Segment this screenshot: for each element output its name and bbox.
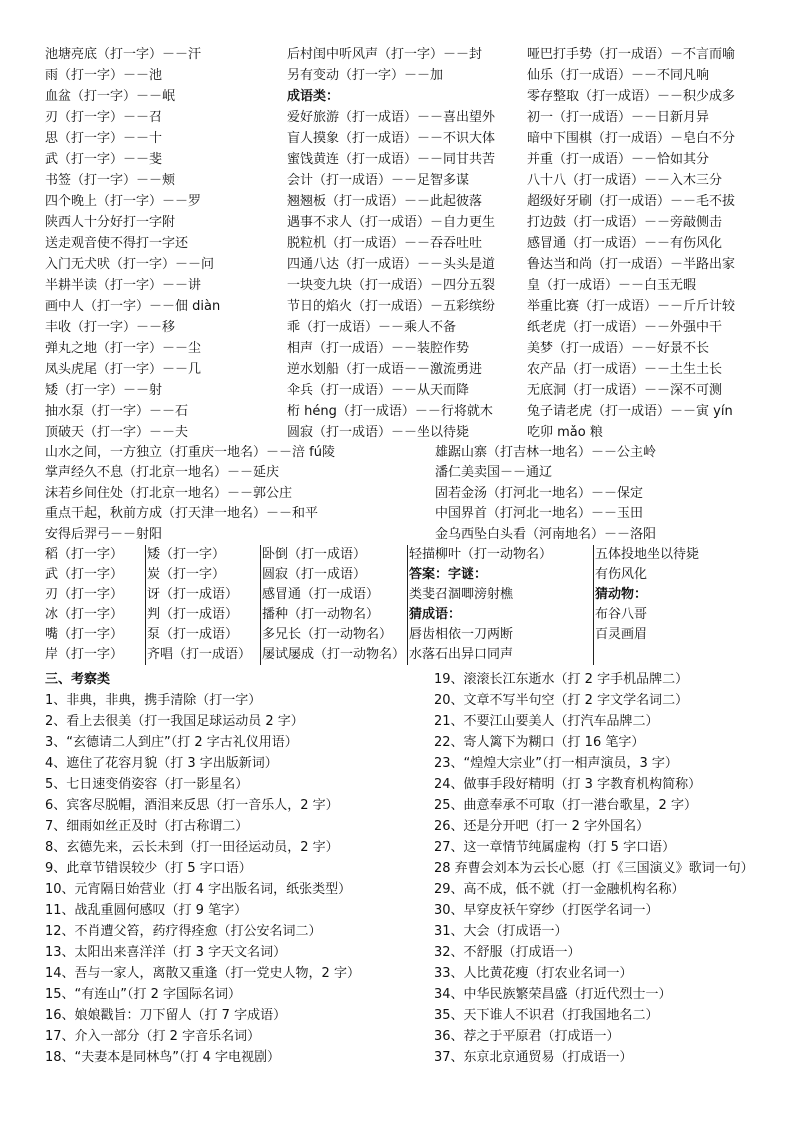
exam-item: 3、“玄德请二人到庄”（打 2 字古礼仪用语） bbox=[45, 735, 298, 750]
guess-idioms-label: 猜成语： bbox=[408, 605, 594, 625]
exam-item: 7、细雨如丝正及时（打古称谓二） bbox=[45, 819, 249, 834]
exam-item: 17、介入一部分（打 2 字音乐名词） bbox=[45, 1029, 261, 1044]
riddle-line: 桁 héng（打一成语）－－行将就木 bbox=[287, 404, 493, 419]
riddle-line: 四通八达（打一成语）－－头头是道 bbox=[287, 257, 496, 272]
riddle-line: 血盆（打一字）－－岷 bbox=[45, 89, 176, 104]
table-cell: 有伤风化 bbox=[594, 565, 716, 585]
table-cell: 百灵画眉 bbox=[594, 625, 716, 645]
place-riddle-line: 金乌西坠白头看（河南地名）－－洛阳 bbox=[435, 527, 657, 542]
exam-item: 30、早穿皮袄午穿纱（打医学名词一） bbox=[434, 903, 659, 918]
table-cell: 武（打一字） bbox=[45, 567, 124, 582]
riddle-line: 遇事不求人（打一成语）－自力更生 bbox=[287, 215, 496, 230]
riddle-line: 半耕半读（打一字）－－讲 bbox=[45, 278, 202, 293]
table-cell bbox=[594, 645, 716, 665]
riddle-line: 乖（打一成语）－－乘人不备 bbox=[287, 320, 457, 335]
exam-item: 1、非典，非典，携手清除（打一字） bbox=[45, 693, 262, 708]
riddle-line: 暗中下围棋（打一成语）－皂白不分 bbox=[527, 131, 736, 146]
exam-item: 9、此章节错误较少（打 5 字口语） bbox=[45, 861, 252, 876]
exam-item: 10、元宵隔日始营业（打 4 字出版名词，纸张类型） bbox=[45, 882, 352, 897]
riddle-line: 超级好牙刷（打一成语）－－毛不拔 bbox=[527, 194, 736, 209]
exam-item: 20、文章不写半句空（打 2 字文学名词二） bbox=[434, 693, 689, 708]
exam-item: 24、做事手段好精明（打 3 字教育机构简称） bbox=[434, 777, 702, 792]
table-cell: 多兄长（打一动物名） bbox=[261, 625, 408, 645]
riddle-line: 爱好旅游（打一成语）－－喜出望外 bbox=[287, 110, 496, 125]
table-cell: 卧倒（打一成语） bbox=[261, 545, 408, 565]
riddle-grid-table bbox=[44, 545, 715, 665]
table-cell: 五体投地坐以待毙 bbox=[594, 545, 716, 565]
exam-item: 5、七日速变俏姿容（打一影星名） bbox=[45, 777, 249, 792]
riddle-line: 入门无犬吠（打一字）－－问 bbox=[45, 257, 215, 272]
exam-item: 14、吾与一家人，离散又重逢（打一党史人物，2 字） bbox=[45, 966, 360, 981]
guess-animals-label: 猜动物： bbox=[594, 585, 716, 605]
exam-item: 28 弃曹会刘本为云长心愿（打《三国演义》歌词一句） bbox=[434, 861, 754, 876]
table-cell: 水落石出异口同声 bbox=[408, 645, 594, 665]
table-cell: 唇齿相依一刀两断 bbox=[408, 625, 594, 645]
riddle-line: 美梦（打一成语）－－好景不长 bbox=[527, 341, 710, 356]
riddle-line: 打边鼓（打一成语）－－旁敲侧击 bbox=[527, 215, 723, 230]
riddle-line: 池塘亮底（打一字）－－汗 bbox=[45, 47, 202, 62]
riddle-line: 农产品（打一成语）－－土生土长 bbox=[527, 362, 723, 377]
table-row bbox=[44, 565, 715, 585]
riddle-line: 无底洞（打一成语）－－深不可测 bbox=[527, 383, 723, 398]
riddle-line: 雨（打一字）－－池 bbox=[45, 68, 163, 83]
riddle-line: 画中人（打一字）－－佃 diàn bbox=[45, 299, 221, 314]
table-cell: 矮（打一字） bbox=[146, 545, 261, 565]
exam-item: 32、不舒服（打成语一） bbox=[434, 945, 581, 960]
exam-item: 2、看上去很美（打一我国足球运动员 2 字） bbox=[45, 714, 304, 729]
place-riddle-line: 沫若乡间住处（打北京一地名）－－郭公庄 bbox=[45, 486, 293, 501]
exam-item: 35、天下谁人不识君（打我国地名二） bbox=[434, 1008, 659, 1023]
riddle-line: 感冒通（打一成语）－－有伤风化 bbox=[527, 236, 723, 251]
exam-item: 12、不肖遭父笞，药疗得痊愈（打公安名词二） bbox=[45, 924, 322, 939]
table-cell: 稻（打一字） bbox=[45, 547, 124, 562]
riddle-line: 送走观音使不得打一字还 bbox=[45, 236, 189, 251]
exam-item: 15、“有连山”（打 2 字国际名词） bbox=[45, 987, 242, 1002]
exam-item: 19、滚滚长江东逝水（打 2 字手机品牌二） bbox=[434, 672, 689, 687]
table-cell: 讶（打一成语） bbox=[146, 585, 261, 605]
riddle-line: 伞兵（打一成语）－－从天而降 bbox=[287, 383, 470, 398]
exam-item: 22、寄人篱下为糊口（打 16 笔字） bbox=[434, 735, 645, 750]
riddle-line: 节日的焰火（打一成语）－五彩缤纷 bbox=[287, 299, 496, 314]
riddle-line: 陕西人十分好打一字附 bbox=[45, 215, 176, 230]
riddle-line: 思（打一字）－－十 bbox=[45, 131, 163, 146]
table-cell: 岸（打一字） bbox=[45, 647, 124, 662]
riddle-line: 八十八（打一成语）－－入木三分 bbox=[527, 173, 723, 188]
place-riddle-line: 安得后羿弓－－射阳 bbox=[45, 527, 163, 542]
riddle-line: 脱粒机（打一成语）－－吞吞吐吐 bbox=[287, 236, 483, 251]
table-cell: 感冒通（打一成语） bbox=[261, 585, 408, 605]
exam-item: 26、还是分开吧（打一 2 字外国名） bbox=[434, 819, 650, 834]
table-row bbox=[44, 645, 715, 665]
place-riddle-line: 雄踞山寨（打吉林一地名）－－公主岭 bbox=[435, 445, 657, 460]
riddle-line: 兔子请老虎（打一成语）－－寅 yín bbox=[527, 404, 733, 419]
place-riddle-line: 掌声经久不息（打北京一地名）－－延庆 bbox=[45, 465, 280, 480]
exam-item: 25、曲意奉承不可取（打一港台歌星，2 字） bbox=[434, 798, 697, 813]
exam-item: 31、大会（打成语一） bbox=[434, 924, 568, 939]
exam-item: 21、不要江山要美人（打汽车品牌二） bbox=[434, 714, 659, 729]
exam-item: 6、宾客尽脱帽，酒泪来反思（打一音乐人，2 字） bbox=[45, 798, 339, 813]
riddle-line: 蜜饯黄连（打一成语）－－同甘共苦 bbox=[287, 152, 496, 167]
table-row bbox=[44, 585, 715, 605]
table-cell: 泵（打一成语） bbox=[146, 625, 261, 645]
table-cell: 布谷八哥 bbox=[594, 605, 716, 625]
riddle-line: 举重比赛（打一成语）－－斤斤计较 bbox=[527, 299, 736, 314]
riddle-line: 并重（打一成语）－－恰如其分 bbox=[527, 152, 710, 167]
table-cell: 屡试屡成（打一动物名） bbox=[261, 645, 408, 665]
riddle-line: 零存整取（打一成语）－－积少成多 bbox=[527, 89, 736, 104]
place-riddle-line: 重点干起，秋前方成（打天津一地名）－－和平 bbox=[45, 506, 319, 521]
riddle-line: 吃卯 mǎo 粮 bbox=[527, 425, 603, 440]
riddle-line: 逆水划船（打一成语－－激流勇进 bbox=[287, 362, 483, 377]
table-cell: 齐唱（打一成语） bbox=[146, 645, 261, 665]
riddle-line: 抽水泵（打一字）－－石 bbox=[45, 404, 189, 419]
place-riddle-line: 固若金汤（打河北一地名）－－保定 bbox=[435, 486, 644, 501]
answer-label: 答案：字谜： bbox=[408, 565, 594, 585]
riddle-line: 武（打一字）－－斐 bbox=[45, 152, 163, 167]
table-row bbox=[44, 625, 715, 645]
exam-item: 11、战乱重圆何感叹（打 9 笔字） bbox=[45, 903, 248, 918]
table-cell: 类斐召涸唧滂射樵 bbox=[408, 585, 594, 605]
riddle-line: 四个晚上（打一字）－－罗 bbox=[45, 194, 202, 209]
riddle-line: 鲁达当和尚（打一成语）－半路出家 bbox=[527, 257, 736, 272]
riddle-line: 相声（打一成语）－－装腔作势 bbox=[287, 341, 470, 356]
riddle-line: 矮（打一字）－－射 bbox=[45, 383, 163, 398]
exam-item: 16、娘娘戳旨：刀下留人（打 7 字成语） bbox=[45, 1008, 287, 1023]
exam-item: 18、“夫妻本是同林鸟”（打 4 字电视剧） bbox=[45, 1050, 281, 1065]
table-cell: 刃（打一字） bbox=[45, 587, 124, 602]
exam-item: 8、玄德先来，云长未到（打一田径运动员，2 字） bbox=[45, 840, 339, 855]
riddle-line: 凤头虎尾（打一字）－－几 bbox=[45, 362, 202, 377]
riddle-line: 初一（打一成语）－－日新月异 bbox=[527, 110, 710, 125]
place-riddle-line: 潘仁美卖国－－通辽 bbox=[435, 465, 553, 480]
riddle-line: 会计（打一成语）－－足智多谋 bbox=[287, 173, 470, 188]
exam-item: 36、荐之于平原君（打成语一） bbox=[434, 1029, 620, 1044]
table-cell: 炭（打一字） bbox=[146, 565, 261, 585]
riddle-line: 仙乐（打一成语）－－不同凡响 bbox=[527, 68, 710, 83]
table-cell: 冰（打一字） bbox=[45, 607, 124, 622]
riddle-line: 纸老虎（打一成语）－－外强中干 bbox=[527, 320, 723, 335]
table-cell: 播种（打一动物名） bbox=[261, 605, 408, 625]
exam-item: 4、遮住了花容月貌（打 3 字出版新词） bbox=[45, 756, 278, 771]
riddle-line: 刃（打一字）－－召 bbox=[45, 110, 163, 125]
section-heading-idioms: 成语类： bbox=[287, 89, 340, 104]
section-title: 三、考察类 bbox=[45, 672, 111, 687]
riddle-line: 皇（打一成语）－－白玉无暇 bbox=[527, 278, 697, 293]
riddle-line: 弹丸之地（打一字）－－尘 bbox=[45, 341, 202, 356]
table-cell: 轻描柳叶（打一动物名） bbox=[408, 545, 594, 565]
place-riddle-line: 中国界首（打河北一地名）－－玉田 bbox=[435, 506, 644, 521]
place-riddle-line: 山水之间，一方独立（打重庆一地名）－－涪 fú陵 bbox=[45, 445, 335, 460]
riddle-line: 一块变九块（打一成语）－四分五裂 bbox=[287, 278, 496, 293]
riddle-line: 翘翘板（打一成语）－－此起彼落 bbox=[287, 194, 483, 209]
exam-item: 27、这一章情节纯属虚构（打 5 字口语） bbox=[434, 840, 676, 855]
exam-item: 13、太阳出来喜洋洋（打 3 字天文名词） bbox=[45, 945, 287, 960]
table-row bbox=[44, 605, 715, 625]
riddle-line: 后村闺中听风声（打一字）－－封 bbox=[287, 47, 483, 62]
exam-item: 33、人比黄花瘦（打农业名词一） bbox=[434, 966, 633, 981]
exam-item: 37、东京北京通贸易（打成语一） bbox=[434, 1050, 633, 1065]
table-cell: 圆寂（打一成语） bbox=[261, 565, 408, 585]
exam-item: 34、中华民族繁荣昌盛（打近代烈士一） bbox=[434, 987, 672, 1002]
exam-item: 23、“煌煌大宗业”（打一相声演员，3 字） bbox=[434, 756, 678, 771]
table-cell: 判（打一成语） bbox=[146, 605, 261, 625]
riddle-line: 圆寂（打一成语）－－坐以待毙 bbox=[287, 425, 470, 440]
table-cell: 嘴（打一字） bbox=[45, 627, 124, 642]
riddle-line: 盲人摸象（打一成语）－－不识大体 bbox=[287, 131, 496, 146]
riddle-line: 顶破天（打一字）－－夫 bbox=[45, 425, 189, 440]
riddle-line: 书签（打一字）－－颊 bbox=[45, 173, 176, 188]
table-row bbox=[44, 545, 715, 565]
exam-item: 29、高不成，低不就（打一金融机构名称） bbox=[434, 882, 685, 897]
riddle-line: 丰收（打一字）－－移 bbox=[45, 320, 176, 335]
riddle-line: 另有变动（打一字）－－加 bbox=[287, 68, 444, 83]
riddle-line: 哑巴打手势（打一成语）－不言而喻 bbox=[527, 47, 736, 62]
